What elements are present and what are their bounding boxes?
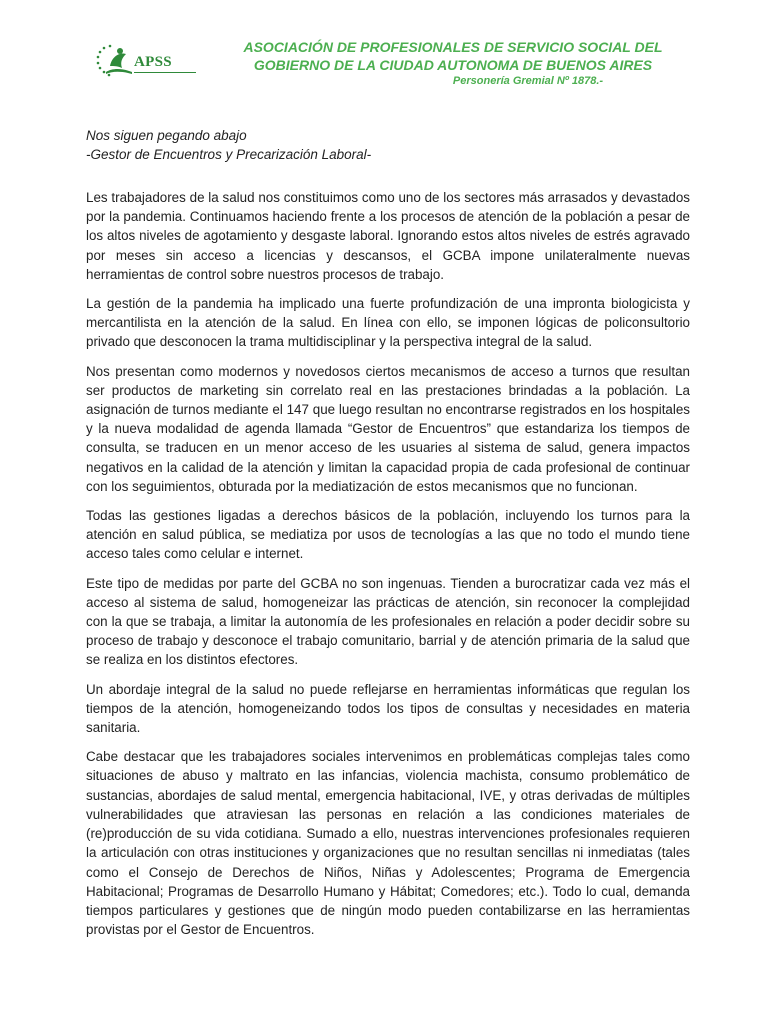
paragraph: Nos presentan como modernos y novedosos ciertos mecanismos de acceso a turnos que resultan ser productos de marketing sin correlato real en las prestaciones brindadas a la población. La asignación de turnos mediante el 147 que luego resultan no encontrarse registrados en los hospitales y la nueva modalidad de agenda llamada “Gestor de Encuentros” que estandariza los tiempos de consulta, se traducen en un menor acceso de les usuaries al sistema de salud, genera impactos negativos en la calidad de la atención y limitan la capacidad propia de cada profesional de continuar con los seguimientos, obturada por la mediatización de estos mecanismos que no funcionan. bbox=[86, 363, 690, 494]
document-body bbox=[86, 188, 690, 949]
document-titles bbox=[86, 126, 371, 164]
paragraph: Todas las gestiones ligadas a derechos básicos de la población, incluyendo los turnos para la atención en salud pública, se mediatiza por usos de tecnologías a las que no todo el mundo tiene acceso tales como celular e internet. bbox=[86, 508, 690, 562]
apss-logo bbox=[96, 42, 200, 82]
paragraph: Cabe destacar que les trabajadores sociales intervenimos en problemáticas complejas tales como situaciones de abuso y maltrato en las infancias, violencia machista, consumo problemático de sustancias, abordajes de salud mental, emergencia habitacional, IVE, y otras derivadas de múltiples vulnerabilidades que atraviesan las personas en relación a las condiciones materiales de (re)producción de su vida cotidiana. Sumado a ello, nuestras intervenciones profesionales requieren la articulación con otras instituciones y organizaciones que no resultan sencillas ni inmediatas (tales como el Consejo de Derechos de Niños, Niñas y Adolescentes; Programa de Emergencia Habitacional; Programas de Desarrollo Humano y Hábitat; Comedores; etc.). Todo lo cual, demanda tiempos particulares y gestiones que de ningún modo pueden contabilizarse en las herramientas provistas por el Gestor de Encuentros. bbox=[86, 749, 690, 938]
logo-wordmark: APSS bbox=[134, 54, 172, 70]
org-line-2: GOBIERNO DE LA CIUDAD AUTONOMA DE BUENOS AIRES bbox=[253, 57, 653, 73]
document-subtitle: -Gestor de Encuentros y Precarización Laboral- bbox=[86, 147, 372, 162]
paragraph: Este tipo de medidas por parte del GCBA no son ingenuas. Tienden a burocratizar cada vez más el acceso al sistema de salud, homogeneizar las prácticas de atención, sin reconocer la complejidad con la que se trabaja, a limitar la autonomía de les profesionales en relación a poder decidir sobre su proceso de trabajo y desconoce el trabajo comunitario, barrial y de atención primaria de la salud que se realiza en los distintos efectores. bbox=[86, 575, 690, 668]
paragraph: La gestión de la pandemia ha implicado una fuerte profundización de una impronta biologicista y mercantilista en la atención de la salud. En línea con ello, se imponen lógicas de policonsultorio privado que desconocen la trama multidisciplinar y la perspectiva integral de la salud. bbox=[86, 296, 690, 350]
letterhead bbox=[96, 38, 696, 98]
org-line-1: ASOCIACIÓN DE PROFESIONALES DE SERVICIO SOCIAL DEL bbox=[243, 39, 663, 55]
logo-underline bbox=[134, 72, 196, 73]
paragraph: Les trabajadores de la salud nos constituimos como uno de los sectores más arrasados y devastados por la pandemia. Continuamos haciendo frente a los procesos de atención de la población a pesar de los altos niveles de agotamiento y desgaste laboral. Ignorando estos altos niveles de estrés agravado por meses sin acceso a licencias y descansos, el GCBA impone unilateralmente nuevas herramientas de control sobre nuestros procesos de trabajo. bbox=[86, 190, 690, 282]
organization-name bbox=[218, 38, 688, 88]
paragraph: Un abordaje integral de la salud no puede reflejarse en herramientas informáticas que regulan los tiempos de la atención, homogeneizando todos los tipos de consultas y necesidades en materia sanitaria. bbox=[86, 681, 690, 736]
sun-figure-icon bbox=[96, 42, 136, 82]
org-legal-status: Personería Gremial Nº 1878.- bbox=[452, 75, 604, 87]
document-title: Nos siguen pegando abajo bbox=[86, 128, 247, 143]
